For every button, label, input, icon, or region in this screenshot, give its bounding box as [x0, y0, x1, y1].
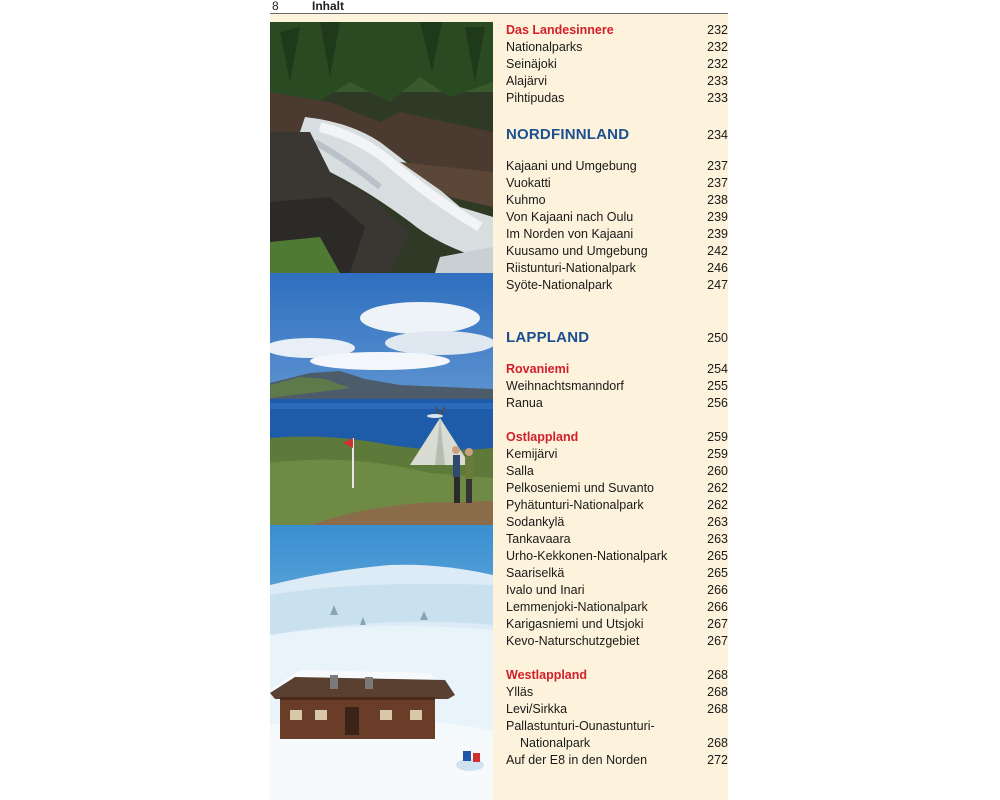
toc-entry	[506, 446, 728, 463]
toc-page-number: 267	[707, 634, 728, 648]
toc-page-number: 268	[707, 668, 728, 682]
toc-entry	[506, 548, 728, 565]
toc-section-heading	[506, 22, 728, 39]
toc-page-number: 256	[707, 396, 728, 410]
toc-label: Pihtipudas	[506, 91, 565, 105]
toc-label: Kemijärvi	[506, 447, 558, 461]
toc-label: Sodankylä	[506, 515, 565, 529]
toc-page-number: 268	[707, 685, 728, 699]
toc-entry	[506, 718, 728, 735]
toc-section-heading	[506, 429, 728, 446]
toc-label: Ranua	[506, 396, 543, 410]
toc-label: Von Kajaani nach Oulu	[506, 210, 634, 224]
toc-label: NORDFINNLAND	[506, 126, 630, 143]
toc-entry	[506, 209, 728, 226]
toc-entry	[506, 497, 728, 514]
toc-page-number: 237	[707, 159, 728, 173]
toc-page-number: 272	[707, 753, 728, 767]
toc-page-number: 265	[707, 566, 728, 580]
header-title: Inhalt	[312, 0, 344, 13]
toc-page-number: 268	[707, 702, 728, 716]
toc-page-number: 266	[707, 583, 728, 597]
toc-label: Alajärvi	[506, 74, 547, 88]
toc-page-number: 232	[707, 23, 728, 37]
toc-entry	[506, 260, 728, 277]
toc-label: Saariselkä	[506, 566, 565, 580]
toc-entry	[506, 463, 728, 480]
toc-entry	[506, 395, 728, 412]
photo-waterfall	[270, 22, 493, 273]
toc-label: Rovaniemi	[506, 362, 570, 376]
toc-entry	[506, 684, 728, 701]
photo-snow-cabin	[270, 525, 493, 800]
toc-label: Kuhmo	[506, 193, 546, 207]
toc-label: Ylläs	[506, 685, 534, 699]
toc-label: Pelkoseniemi und Suvanto	[506, 481, 655, 495]
toc-page-number: 239	[707, 227, 728, 241]
toc-label: Westlappland	[506, 668, 588, 682]
toc-page-number: 262	[707, 481, 728, 495]
toc-label: Auf der E8 in den Norden	[506, 753, 648, 767]
toc-entry	[506, 175, 728, 192]
toc-page-number: 255	[707, 379, 728, 393]
toc-label: Weihnachtsmanndorf	[506, 379, 624, 393]
toc-label: Ostlappland	[506, 430, 579, 444]
toc-page-number: 237	[707, 176, 728, 190]
toc-page-number: 254	[707, 362, 728, 376]
toc-entry	[506, 599, 728, 616]
toc-label: Urho-Kekkonen-Nationalpark	[506, 549, 668, 563]
toc-entry	[506, 752, 728, 769]
toc-label: Kajaani und Umgebung	[506, 159, 637, 173]
toc-page-number: 233	[707, 91, 728, 105]
toc-page-number: 238	[707, 193, 728, 207]
toc-entry	[506, 158, 728, 175]
toc-entry	[506, 56, 728, 73]
toc-page-number: 232	[707, 40, 728, 54]
toc-entry	[506, 735, 728, 752]
toc-entry	[506, 192, 728, 209]
toc-page-number: 234	[707, 128, 728, 142]
toc-label: Levi/Sirkka	[506, 702, 568, 716]
toc-label: Riistunturi-Nationalpark	[506, 261, 636, 275]
toc-page-number: 247	[707, 278, 728, 292]
toc-label: Tankavaara	[506, 532, 571, 546]
toc-page-number: 268	[707, 736, 728, 750]
toc-label: Das Landesinnere	[506, 23, 614, 37]
toc-label: Vuokatti	[506, 176, 551, 190]
toc-label: Seinäjoki	[506, 57, 557, 71]
toc-page-number: 265	[707, 549, 728, 563]
toc-label: Kevo-Naturschutzgebiet	[506, 634, 640, 648]
toc-page-number: 259	[707, 447, 728, 461]
toc-label: Syöte-Nationalpark	[506, 278, 613, 292]
toc-page-number: 263	[707, 515, 728, 529]
page-number: 8	[272, 0, 279, 13]
toc-entry	[506, 616, 728, 633]
toc-label: Karigasniemi und Utsjoki	[506, 617, 644, 631]
toc-entry	[506, 90, 728, 107]
toc-entry	[506, 565, 728, 582]
toc-page-number: 262	[707, 498, 728, 512]
toc-page-number: 266	[707, 600, 728, 614]
toc-page-number: 233	[707, 74, 728, 88]
toc-entry	[506, 226, 728, 243]
toc-entry	[506, 277, 728, 294]
toc-label: Lemmenjoki-Nationalpark	[506, 600, 648, 614]
toc-entry	[506, 480, 728, 497]
toc-label: Pallastunturi-Ounastunturi-	[506, 719, 655, 733]
toc-page-number: 260	[707, 464, 728, 478]
table-of-contents	[506, 0, 728, 800]
toc-entry	[506, 582, 728, 599]
toc-label: LAPPLAND	[506, 329, 590, 346]
toc-page-number: 250	[707, 331, 728, 345]
toc-region-heading	[506, 328, 728, 348]
toc-label: Nationalparks	[506, 40, 583, 54]
toc-page-number: 246	[707, 261, 728, 275]
toc-page-number: 232	[707, 57, 728, 71]
toc-entry	[506, 514, 728, 531]
toc-entry	[506, 531, 728, 548]
toc-label: Kuusamo und Umgebung	[506, 244, 648, 258]
toc-entry	[506, 378, 728, 395]
toc-label: Nationalpark	[520, 736, 591, 750]
toc-section-heading	[506, 667, 728, 684]
toc-entry	[506, 243, 728, 260]
toc-entry	[506, 39, 728, 56]
toc-label: Pyhätunturi-Nationalpark	[506, 498, 644, 512]
toc-label: Im Norden von Kajaani	[506, 227, 634, 241]
toc-entry	[506, 73, 728, 90]
toc-page-number: 259	[707, 430, 728, 444]
toc-page-number: 242	[707, 244, 728, 258]
toc-entry	[506, 633, 728, 650]
toc-label: Ivalo und Inari	[506, 583, 585, 597]
toc-page-number: 239	[707, 210, 728, 224]
toc-page-number: 263	[707, 532, 728, 546]
toc-entry	[506, 701, 728, 718]
photo-lake-lavvu	[270, 273, 493, 525]
toc-section-heading	[506, 361, 728, 378]
toc-region-heading	[506, 125, 728, 145]
toc-page-number: 267	[707, 617, 728, 631]
toc-label: Salla	[506, 464, 534, 478]
